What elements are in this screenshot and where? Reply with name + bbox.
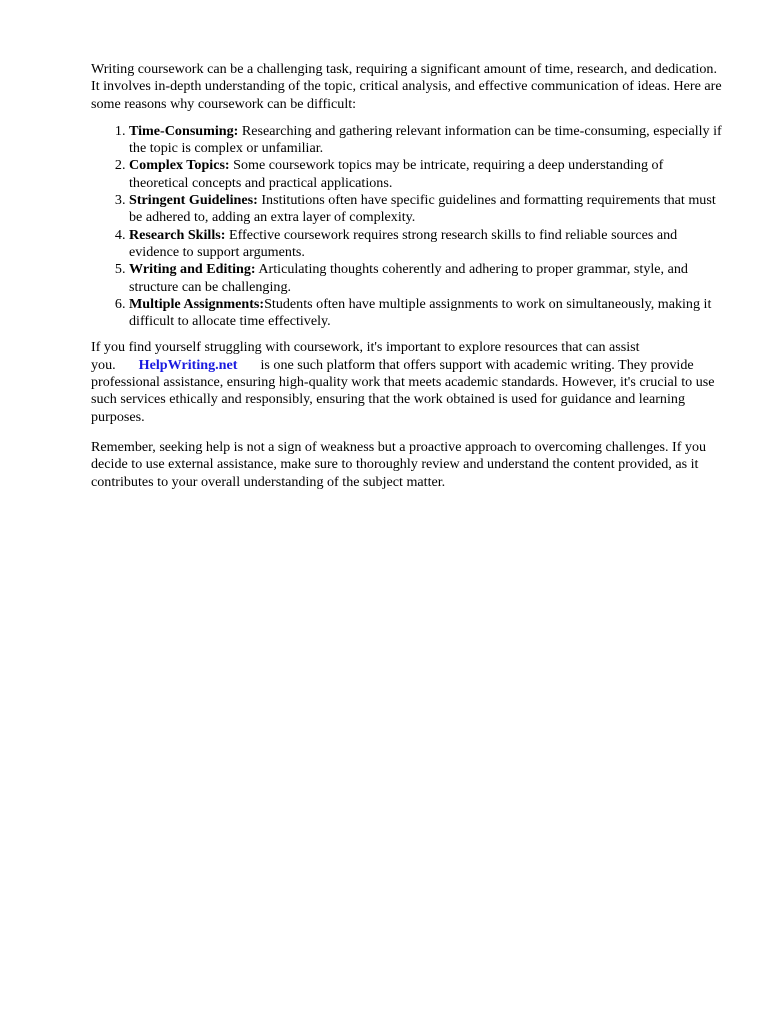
- list-item: [129, 261, 723, 296]
- list-item: [129, 296, 723, 331]
- list-item: [129, 123, 723, 158]
- closing-paragraph: Remember, seeking help is not a sign of weakness but a proactive approach to overcoming challenges. If you decide to use external assistance, make sure to thoroughly review and understand the content provided, as it contributes to your overall understanding of the subject matter.: [91, 438, 707, 490]
- resources-text-before: If you find yourself struggling with coursework, it's important to explore resources that can assist you.: [91, 339, 640, 373]
- list-item-text: Articulating thoughts coherently and adhering to proper grammar, style, and structure can be challenging.: [129, 261, 688, 295]
- list-item-term: Complex Topics:: [129, 157, 230, 174]
- list-item-term: Time-Consuming:: [129, 122, 239, 139]
- list-item-text: Some coursework topics may be intricate, requiring a deep understanding of theoretical concepts and practical applications.: [129, 157, 664, 191]
- list-item-text: Institutions often have specific guidelines and formatting requirements that must be adhered to, adding an extra layer of complexity.: [129, 192, 716, 226]
- list-item-text: Researching and gathering relevant information can be time-consuming, especially if the topic is complex or unfamiliar.: [129, 122, 722, 157]
- list-item-term: Stringent Guidelines:: [129, 192, 258, 209]
- document-page: [91, 61, 723, 491]
- list-item-text: Effective coursework requires strong research skills to find reliable sources and evidence to support arguments.: [129, 226, 678, 260]
- list-item: [129, 157, 723, 192]
- intro-paragraph: Writing coursework can be a challenging task, requiring a significant amount of time, research, and dedication. It involves in-depth understanding of the topic, critical analysis, and effective communication of ideas. Here are some reasons why coursework can be difficult:: [91, 61, 722, 112]
- list-item-text: Students often have multiple assignments to work on simultaneously, making it difficult to allocate time effectively.: [129, 295, 712, 330]
- helpwriting-link[interactable]: HelpWriting.net: [138, 356, 238, 373]
- list-item-term: Research Skills:: [129, 226, 226, 243]
- list-item-term: Multiple Assignments:: [129, 295, 265, 312]
- list-item: [129, 192, 723, 227]
- list-item-term: Writing and Editing:: [129, 261, 256, 278]
- resources-paragraph: [91, 339, 723, 425]
- list-item: [129, 227, 723, 262]
- resources-text-after: is one such platform that offers support with academic writing. They provide professional assistance, ensuring high-quality work that meets academic standards. However, it's crucial to use such services ethically and responsibly, ensuring that the work obtained is used for guidance and learning purposes.: [91, 356, 715, 425]
- reasons-list: [91, 123, 723, 331]
